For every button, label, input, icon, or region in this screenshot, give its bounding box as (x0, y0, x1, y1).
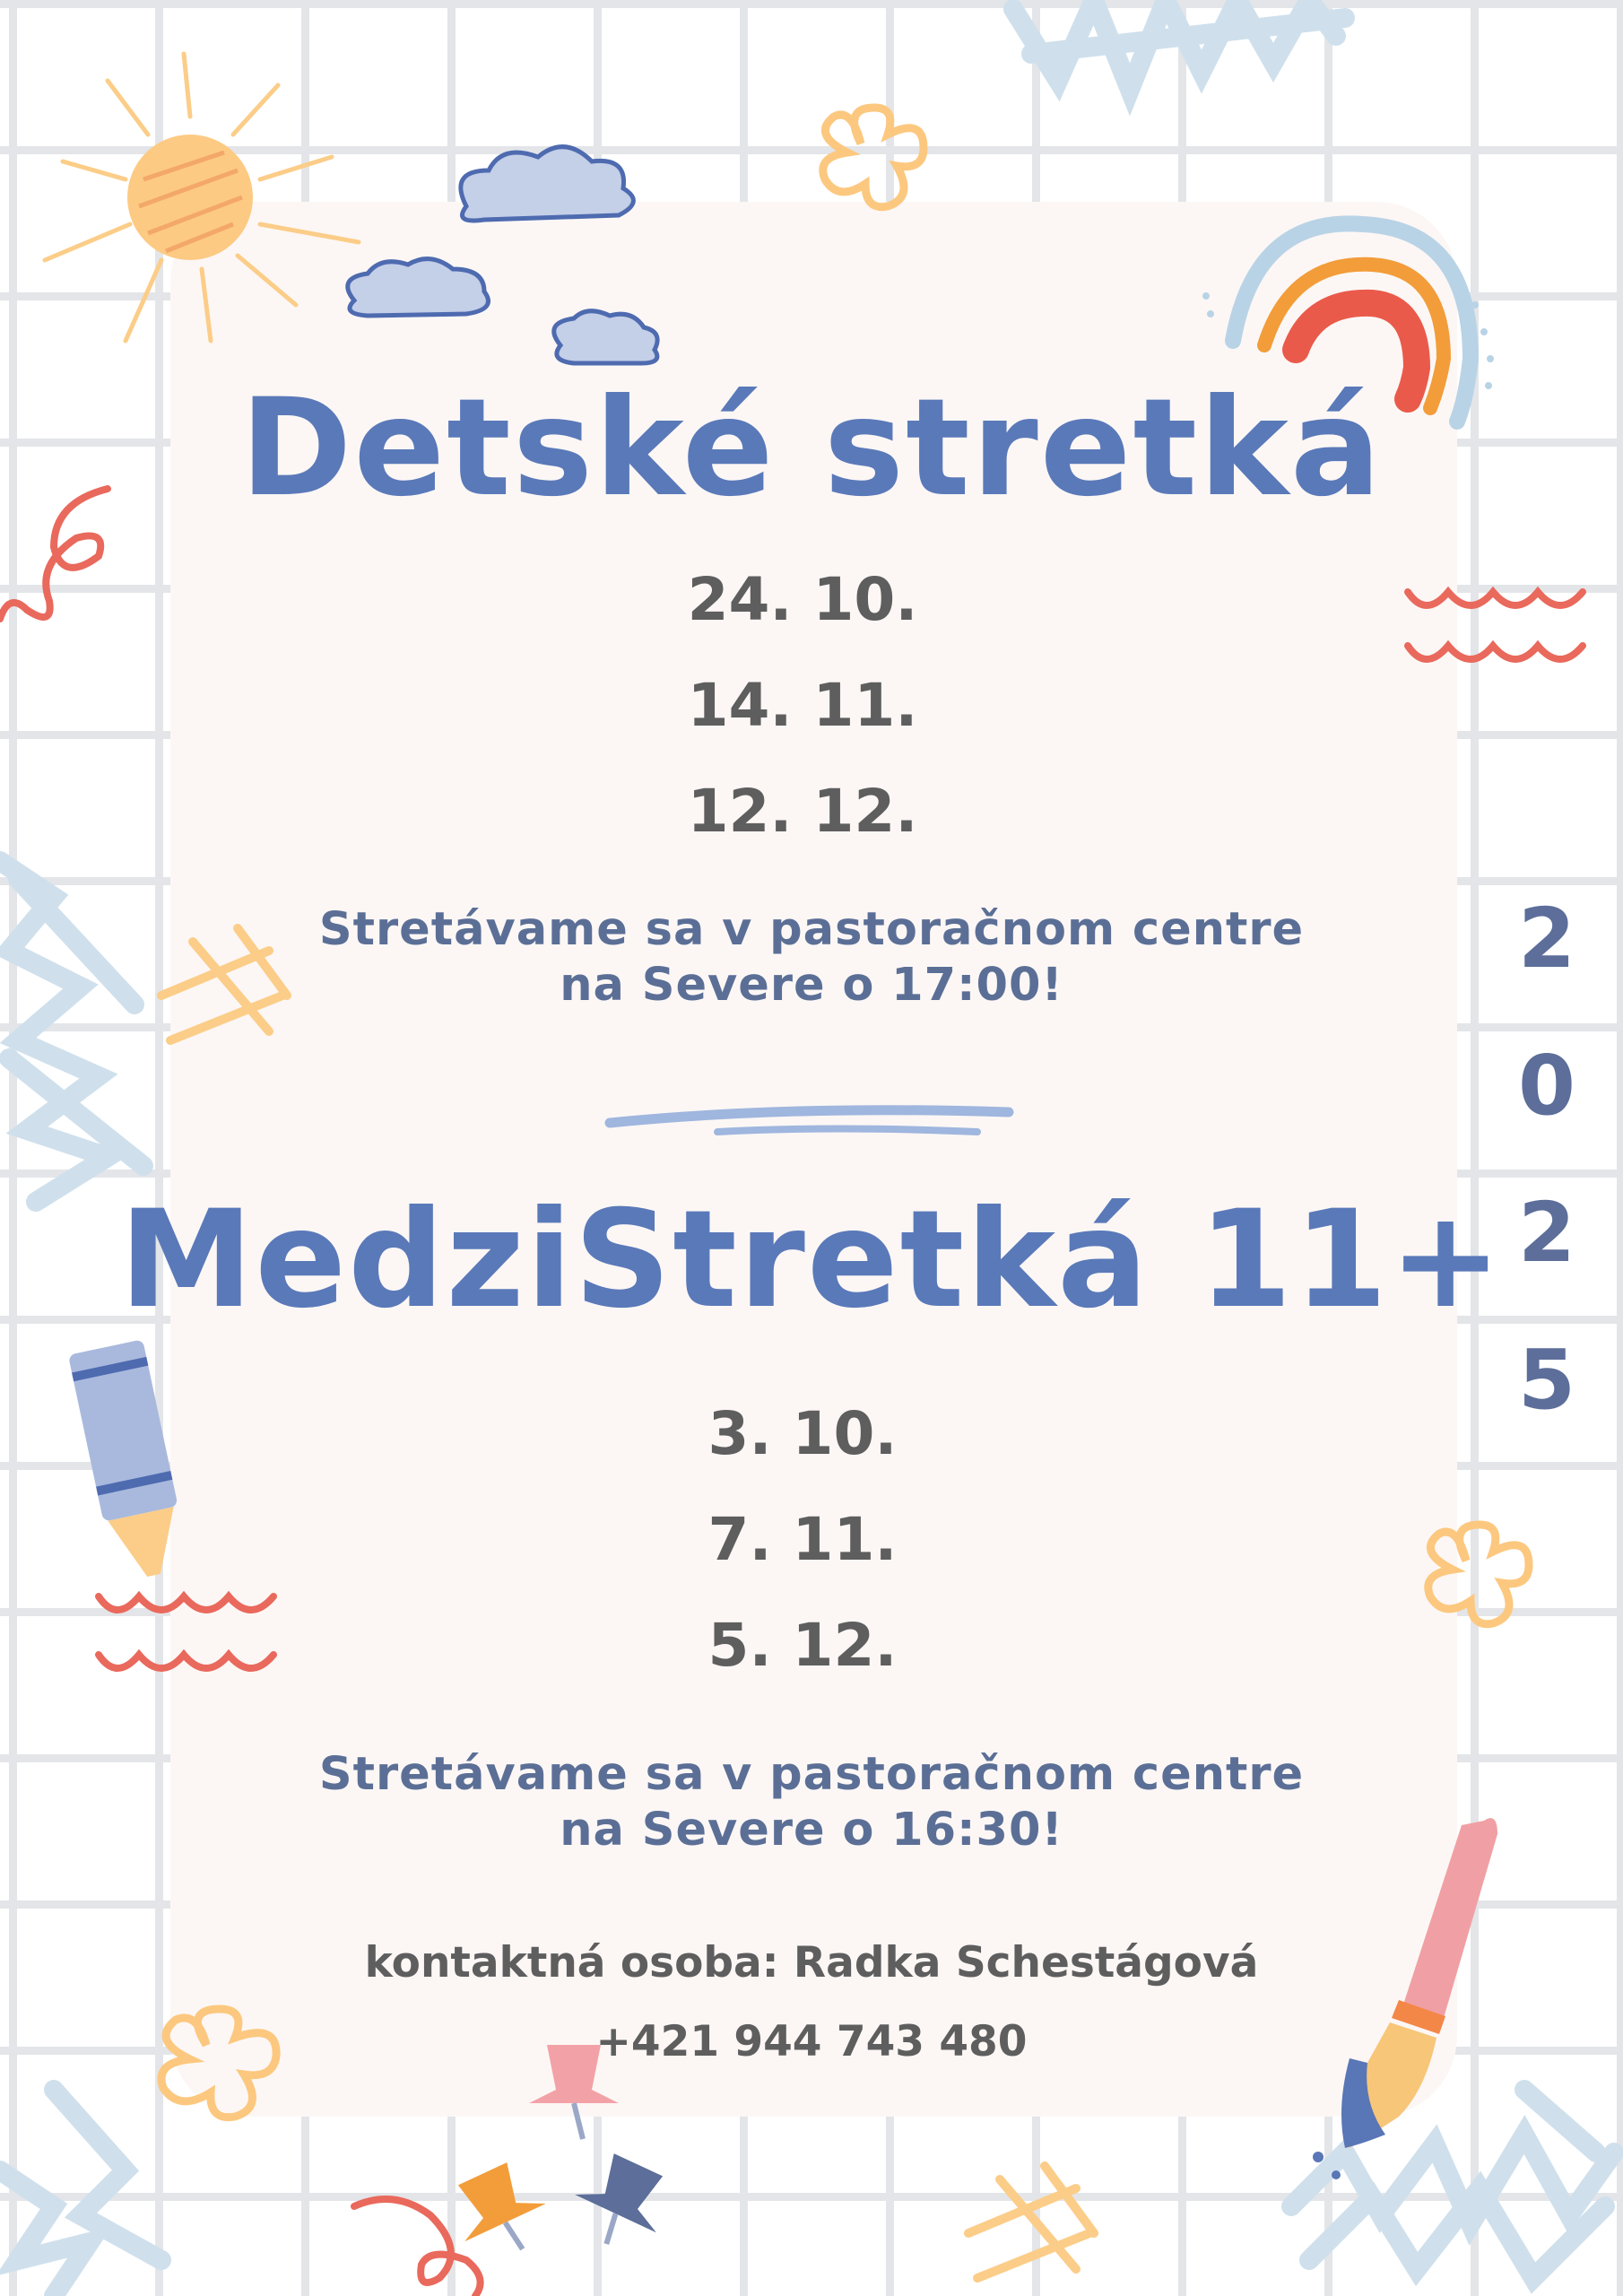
date-list-detske (0, 547, 1605, 865)
meeting-info-medzi (0, 1747, 1623, 1858)
pushpin-icon (561, 2146, 679, 2261)
sun-icon (45, 54, 359, 341)
hash-doodle-icon (968, 2166, 1094, 2278)
date-item: 12. 12. (687, 777, 918, 846)
date-item: 5. 12. (707, 1611, 898, 1680)
meeting-info-detske (0, 902, 1623, 1013)
date-item: 7. 11. (707, 1505, 898, 1574)
meeting-line: na Severe o 17:00! (560, 959, 1063, 1012)
year-digit: 5 (1517, 1332, 1575, 1428)
cloud-icon (461, 147, 634, 221)
section-title-detske-stretka: Detské stretká (239, 370, 1384, 526)
meeting-line: Stretávame sa v pastoračnom centre (318, 1748, 1305, 1801)
cloud-icon (554, 311, 657, 363)
date-item: 3. 10. (707, 1399, 898, 1468)
flower-icon (823, 108, 924, 207)
meeting-line: Stretávame sa v pastoračnom centre (318, 903, 1305, 956)
contact-block (0, 1924, 1623, 2082)
squiggle-icon (354, 2199, 481, 2296)
year-digit: 2 (1517, 1185, 1575, 1281)
pushpin-icon (442, 2155, 560, 2270)
section-title-medzistretka: MedziStretká 11+ (119, 1182, 1504, 1338)
year-digit: 2 (1517, 891, 1575, 987)
contact-phone: +421 944 743 480 (595, 2017, 1028, 2066)
date-item: 24. 10. (687, 565, 918, 634)
date-item: 14. 11. (687, 671, 918, 740)
divider-stroke-icon (610, 1110, 1009, 1132)
meeting-line: na Severe o 16:30! (560, 1804, 1063, 1857)
cloud-icon (348, 259, 489, 316)
contact-person: kontaktná osoba: Radka Schestágová (364, 1938, 1259, 1987)
year-vertical (1493, 865, 1601, 1454)
year-digit: 0 (1517, 1038, 1575, 1134)
date-list-medzi (0, 1381, 1605, 1699)
